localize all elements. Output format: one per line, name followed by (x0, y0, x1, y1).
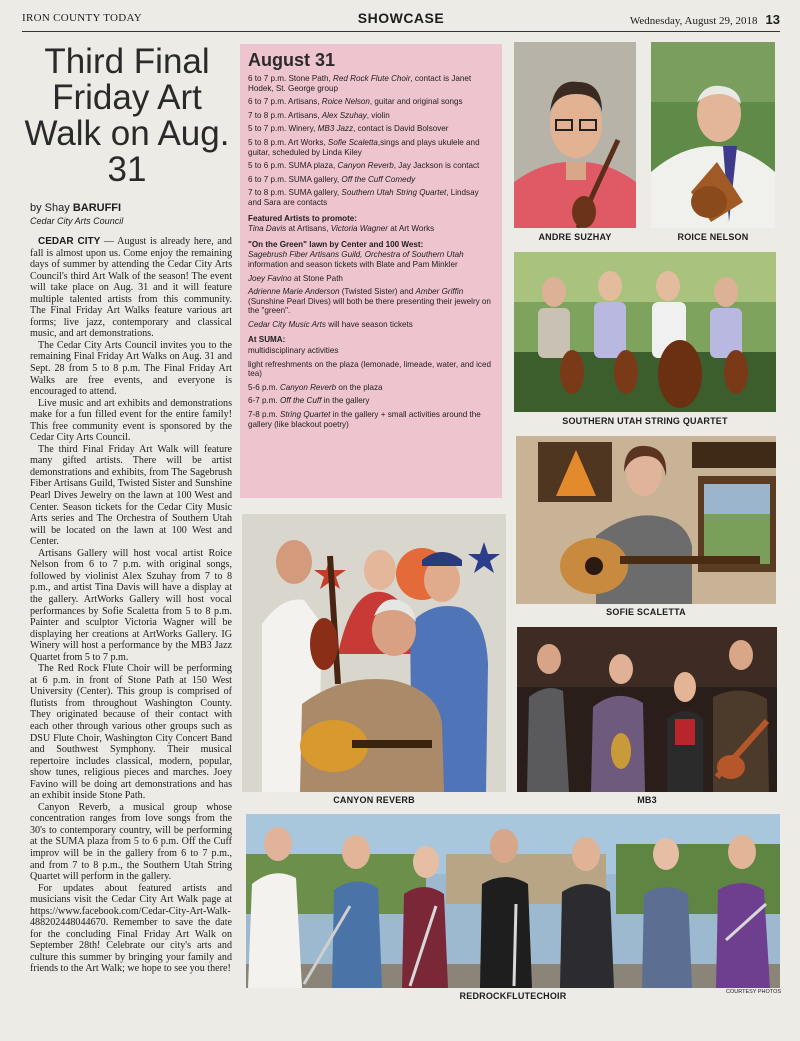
suma-item (248, 396, 494, 406)
byline-author: BARUFFI (72, 202, 122, 214)
artist-detail: (Sunshine Pearl Dives) will both be there presenting their jewelry on the "green". (248, 296, 491, 316)
artist-detail: will have season tickets (325, 319, 413, 329)
lawn-groups (248, 250, 494, 269)
schedule-item (248, 74, 494, 93)
photo-mb3 (517, 627, 777, 792)
byline-organization: Cedar City Arts Council (30, 216, 124, 226)
photo-sofie-scaletta (516, 436, 776, 604)
photo-credit: COURTESY PHOTOS (726, 989, 782, 995)
page-header (22, 10, 780, 32)
dateline: CEDAR CITY (38, 236, 101, 247)
suma-location: on the plaza (336, 382, 383, 392)
schedule-performer: Alex Szuhay (321, 110, 367, 120)
caption-mb3: MB3 (637, 795, 657, 805)
schedule-time: 7 to 8 p.m. SUMA gallery, (248, 188, 342, 198)
suma-item (248, 410, 494, 429)
featured-heading: Featured Artists to promote: (248, 213, 357, 223)
article-paragraph: The Red Rock Flute Choir will be performing at 6 p.m. in front of Stone Path at 150 West University (Center). This group is comprised of flutists from throughout Washington County. They originated because of their contact with each other through various other groups such as DSU Flute Choir, Washington City Concert Band and Southwest Symphony. Their musical repertoire includes classical, modern, popular, show tunes, religious pieces and marches. Joey Favino will be doing art demonstrations and has an exhibit inside Stone Path. (30, 663, 232, 802)
caption-andre: ANDRE SUZHAY (538, 232, 612, 242)
article-paragraph: Artisans Gallery will host vocal artist Roice Nelson from 6 to 7 p.m. with original songs, followed by violinist Alex Szuhay from 7 to 8 p.m., and artist Tina Davis will have a display at the gallery. ArtWorks Gallery will host vocal performances by Sofie Scaletta from 5 to 8 p.m. Painter and sculptor Victoria Wagner will be displaying her creations at ArtWorks Gallery. IG Winery will host a performance by the MB3 Jazz Quartet from 5 to 7 p.m. (30, 547, 232, 663)
lawn-item (248, 320, 494, 330)
caption-roice: ROICE NELSON (677, 232, 749, 242)
schedule-time: 5 to 8 p.m. Art Works, (248, 137, 328, 147)
schedule-sidebar (240, 44, 502, 498)
caption-sofie: SOFIE SCALETTA (606, 607, 686, 617)
caption-canyon: CANYON REVERB (333, 795, 415, 805)
article-paragraph: For updates about featured artists and musicians visit the Cedar City Art Walk page at https://www.facebook.com/Cedar-City-Art-Walk-488202448044670. Remember to save the date for the concluding Final Friday Art Walk on September 28th! Celebrate our city's arts and culture this summer by bringing your family and friends to the Art Walk; we hope to see you there! (30, 882, 232, 975)
suma-heading: At SUMA: (248, 335, 286, 345)
byline-prefix: by Shay (30, 202, 70, 214)
article-lead (30, 236, 232, 340)
suma-performer: Off the Cuff (279, 396, 322, 406)
suma-performer: Canyon Reverb (279, 382, 337, 392)
lawn-info: information and season tickets with Blate and Pam Minkler (248, 259, 458, 269)
schedule-item (248, 161, 494, 171)
caption-flute-choir: REDROCKFLUTECHOIR (459, 991, 567, 1001)
publication-name: IRON COUNTY TODAY (22, 12, 142, 24)
lawn-item (248, 274, 494, 284)
schedule-time: 5 to 7 p.m. Winery, (248, 124, 318, 134)
suma-location: in the gallery (321, 396, 370, 406)
schedule-performer: Sofie Scaletta (327, 137, 378, 147)
caption-quartet: SOUTHERN UTAH STRING QUARTET (562, 416, 728, 426)
featured-artist: Victoria Wagner (330, 224, 389, 234)
article-paragraph: Canyon Reverb, a musical group whose concentration ranges from love songs from the 30's to contemporary country, will be performing at the SUMA plaza from 5 to 6 p.m. Off the Cuff improv will be in the gallery from 6 to 7 p.m., and from 7 to 8 p.m., the Southern Utah String Quartet will perform in the gallery. (30, 801, 232, 883)
suma-item (248, 346, 494, 356)
photo-string-quartet (514, 252, 776, 412)
schedule-detail: , contact is David Bolsover (353, 124, 449, 134)
schedule-item (248, 111, 494, 121)
byline (30, 202, 121, 214)
schedule-item (248, 175, 494, 185)
schedule-detail: , guitar and original songs (369, 97, 463, 107)
schedule-time: 6 to 7 p.m. Stone Path, (248, 74, 334, 83)
section-name: SHOWCASE (357, 10, 445, 26)
schedule-detail: , contact is Janet Hodek, St. George group (248, 74, 472, 93)
page-number: 13 (765, 12, 780, 27)
schedule-detail: , violin (366, 110, 390, 120)
photo-red-rock-flute-choir (246, 814, 780, 988)
issue-date-and-page (630, 12, 780, 27)
artist-name: Cedar City Music Arts (248, 319, 326, 329)
article-paragraph: The Cedar City Arts Council invites you to the remaining Final Friday Art Walks on Aug. 31 and Sept. 28 from 5 to 8 p.m. The Final Friday Art Walks are free events, and everyone is encouraged to attend. (30, 339, 232, 398)
suma-time: 5-6 p.m. (248, 382, 280, 392)
lawn-item (248, 287, 494, 316)
article-paragraph: The third Final Friday Art Walk will feature many gifted artists. There will be artist demonstrations and exhibits, from The Sagebrush Fiber Artisans Guild, Twisted Sister and Sunshine Pearl Dives Jewelry on the lawn at 100 West and Center. Season tickets for the Cedar City Music Arts series and The Orchestra of Southern Utah will be located on the lawn at 100 West and Center. (30, 443, 232, 548)
schedule-detail: , Lindsay and Sara are contacts (248, 188, 479, 207)
artist-detail: (Twisted Sister) and (339, 287, 416, 297)
suma-performer: String Quartet (279, 410, 331, 420)
schedule-item (248, 188, 494, 207)
suma-text: multidisciplinary activities (248, 346, 339, 356)
schedule-performer: Canyon Reverb (337, 161, 394, 171)
artist-name: Joey Favino (248, 273, 292, 283)
schedule-item (248, 97, 494, 107)
artist-detail: at Stone Path (291, 273, 343, 283)
featured-location: at Artisans, (286, 224, 331, 234)
lawn-group-names: Sagebrush Fiber Artisans Guild, Orchestra of Southern Utah (248, 250, 464, 260)
suma-location: in the gallery + small activities around the gallery (like blackout poetry) (248, 410, 481, 429)
schedule-time: 6 to 7 p.m. SUMA gallery, (248, 174, 342, 184)
suma-time: 6-7 p.m. (248, 396, 280, 406)
schedule-detail: ,sings and plays ukulele and guitar, scheduled by Linda Kiley (248, 137, 480, 157)
schedule-time: 7 to 8 p.m. Artisans, (248, 110, 322, 120)
photo-roice-nelson (651, 42, 775, 228)
suma-text: light refreshments on the plaza (lemonade, limeade, water, and iced tea) (248, 359, 491, 379)
schedule-performer: Roice Nelson (321, 97, 370, 107)
artist-name: Adrienne Marie Anderson (248, 287, 340, 297)
schedule-performer: Red Rock Flute Choir (333, 74, 411, 83)
schedule-performer: MB3 Jazz (317, 124, 354, 134)
schedule-detail: , Jay Jackson is contact (393, 161, 480, 171)
lawn-heading: "On the Green" lawn by Center and 100 West: (248, 239, 424, 249)
schedule-time: 6 to 7 p.m. Artisans, (248, 97, 322, 107)
featured-artist: Tina Davis (248, 224, 287, 234)
article-headline: Third Final Friday Art Walk on Aug. 31 (24, 42, 230, 189)
lead-text: — August is already here, and fall is almost upon us. Come enjoy the remaining days of summer by attending the Cedar City Arts Council's third Art Walk of the season! The event will take place on Aug. 31 and it will feature multiple talented artists from this community. The Final Friday Art Walks feature various art forms; live jazz, contemporary and classical music, and art demonstrations. (30, 236, 232, 340)
photo-canyon-reverb (242, 514, 506, 792)
schedule-time: 5 to 6 p.m. SUMA plaza, (248, 161, 338, 171)
suma-item (248, 360, 494, 379)
artist-name: Amber Griffin (415, 287, 464, 297)
suma-time: 7-8 p.m. (248, 410, 280, 420)
schedule-performer: Southern Utah String Quartet (341, 188, 447, 198)
featured-location: at Art Works (388, 224, 435, 234)
article-body (30, 236, 232, 975)
issue-date: Wednesday, August 29, 2018 (629, 15, 758, 27)
schedule-item (248, 124, 494, 134)
suma-item (248, 383, 494, 393)
sidebar-title: August 31 (248, 50, 336, 70)
photo-andre-suzhay (514, 42, 636, 228)
schedule-item (248, 138, 494, 157)
schedule-performer: Off the Cuff Comedy (341, 174, 416, 184)
featured-artists (248, 224, 494, 234)
article-paragraph: Live music and art exhibits and demonstrations make for a fun filled event for the entire family! This free community event is sponsored by the Cedar City Arts Council. (30, 397, 232, 444)
